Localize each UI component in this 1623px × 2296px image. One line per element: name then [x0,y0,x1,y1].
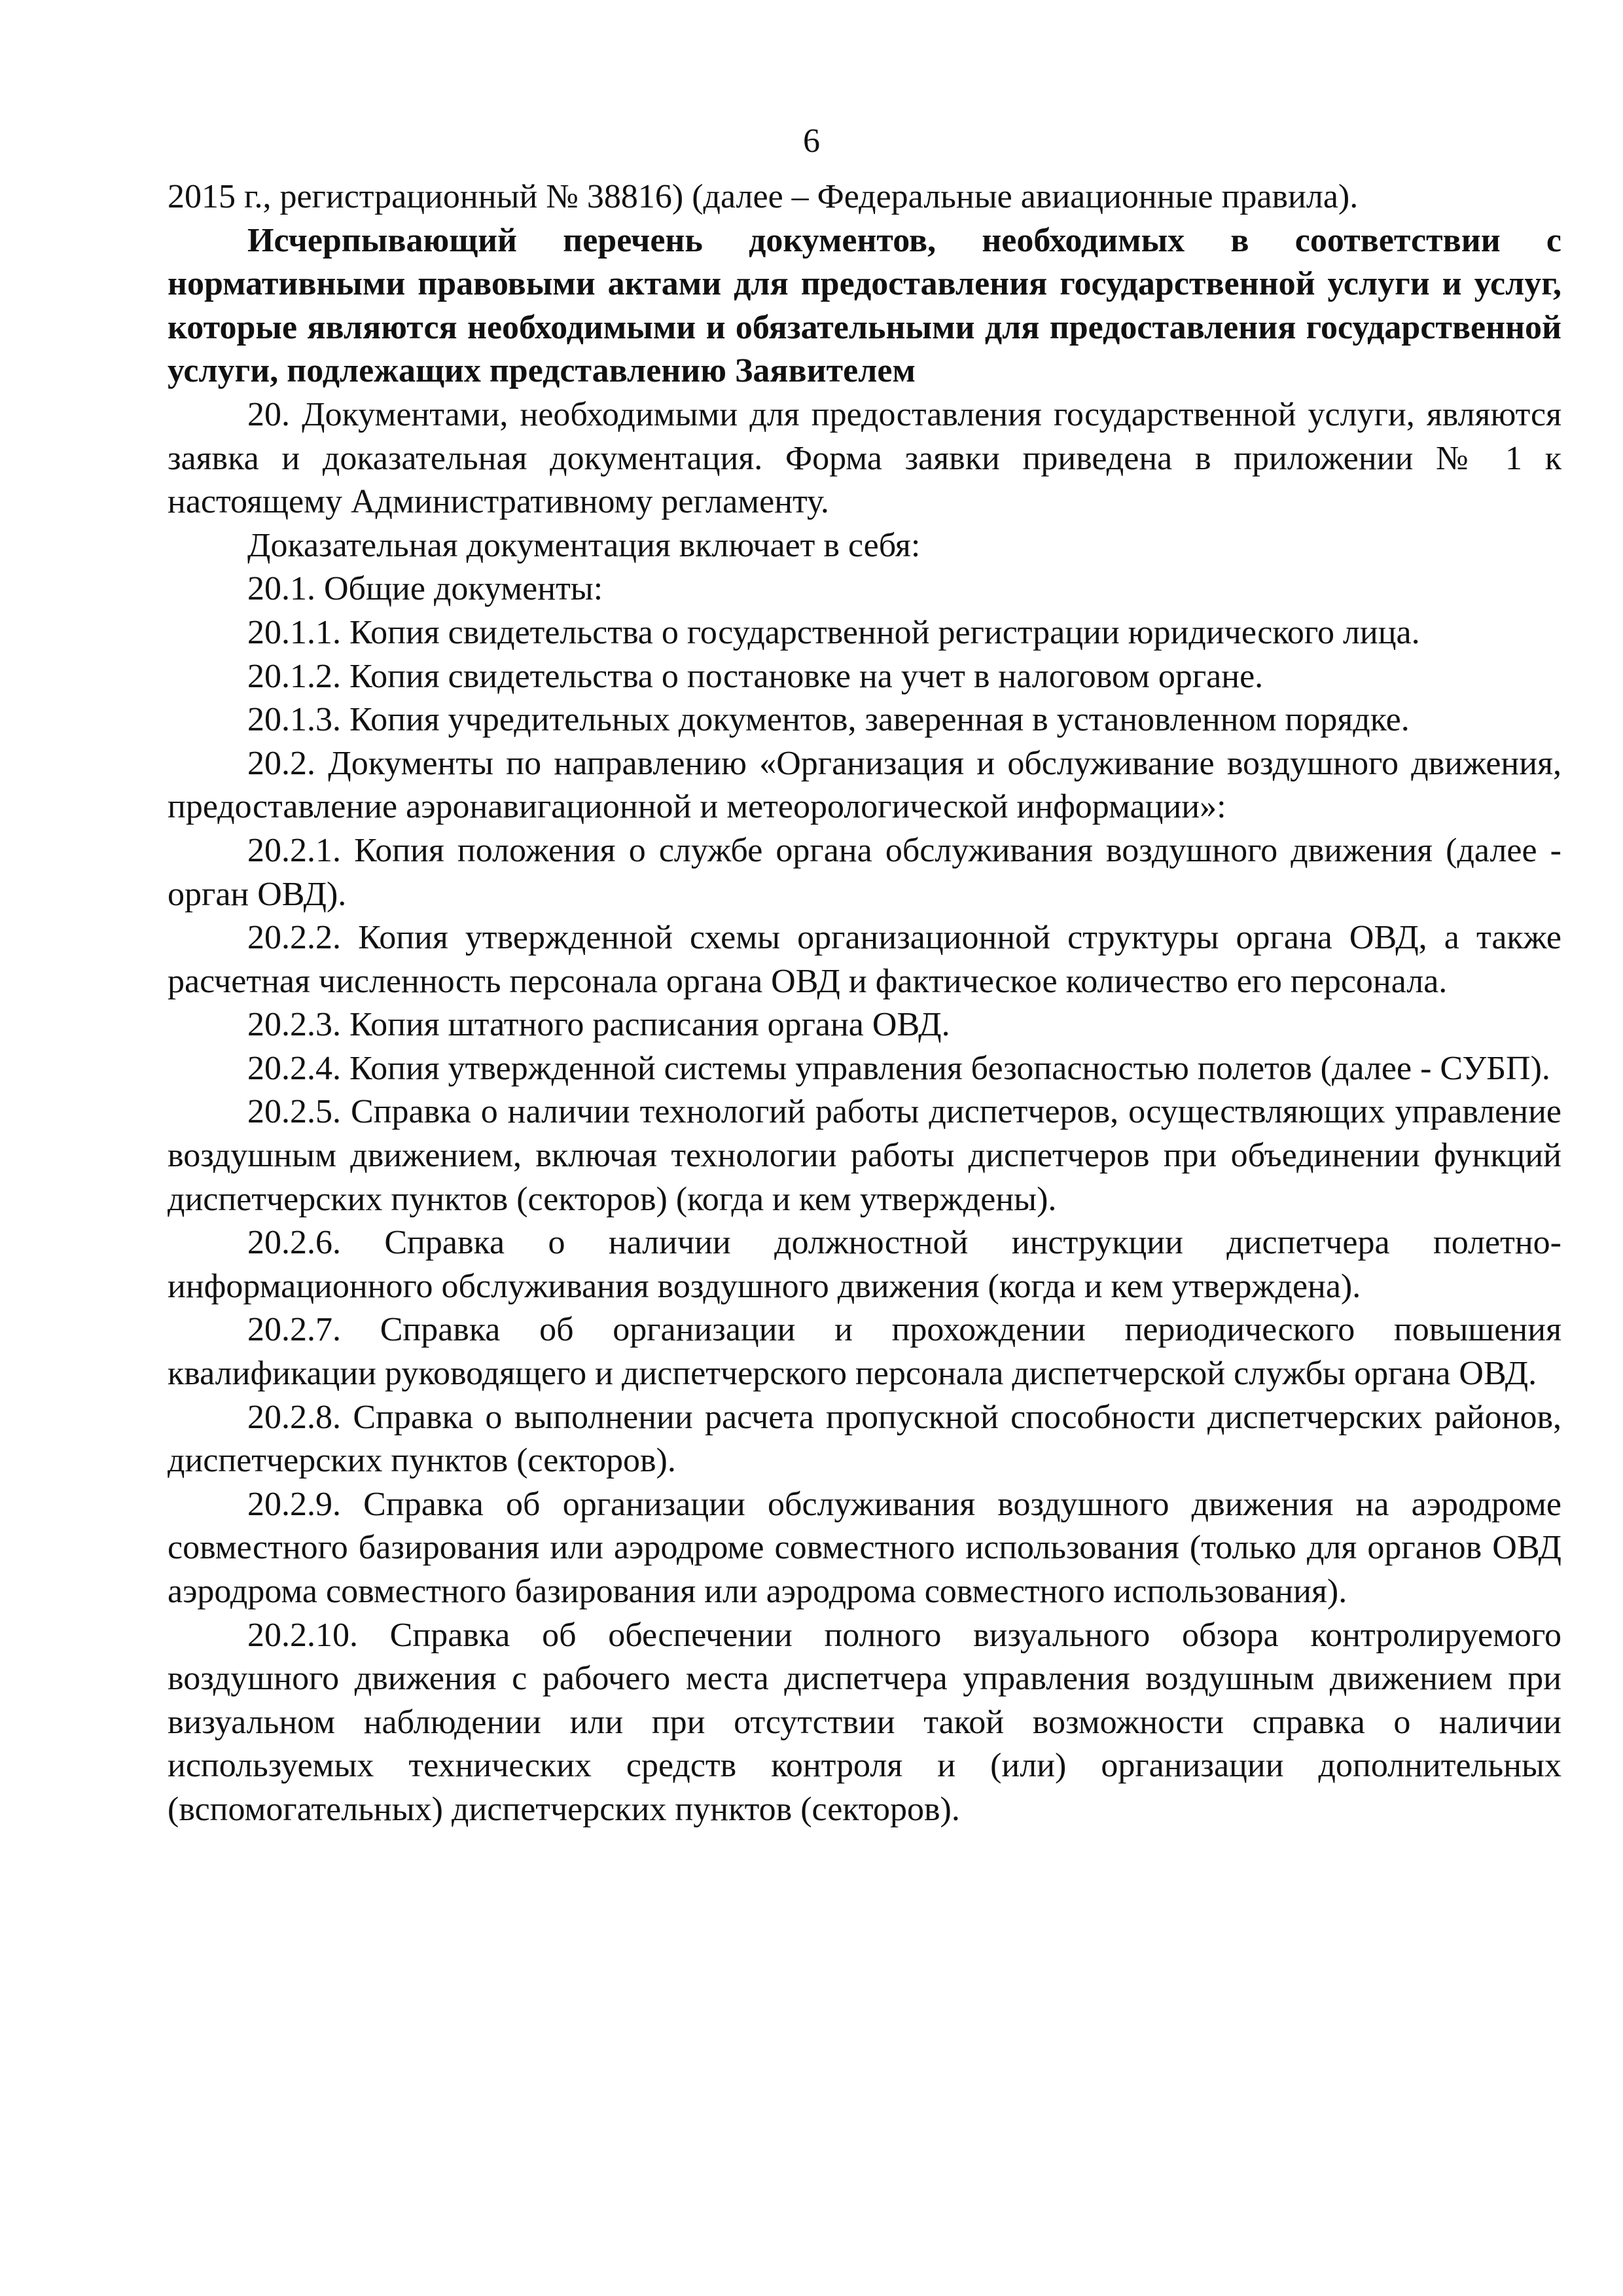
paragraph-20: 20. Документами, необходимыми для предоставления государственной услуги, являются заявка и доказательная документация. Форма заявки приведена в приложении № 1 к настоящему Административному регламенту. [168,395,1561,521]
paragraph-20-2: 20.2. Документы по направлению «Организация и обслуживание воздушного движения, предоставление аэронавигационной и метеорологической информации»: [168,744,1561,826]
paragraph-20-2-7: 20.2.7. Справка об организации и прохождении периодического повышения квалификации руководящего и диспетчерского персонала диспетчерской службы органа ОВД. [168,1311,1561,1393]
paragraph-20-1-3: 20.1.3. Копия учредительных документов, заверенная в установленном порядке. [247,701,1410,739]
paragraph-20-2-1: 20.2.1. Копия положения о службе органа обслуживания воздушного движения (далее - орган ОВД). [168,831,1561,913]
paragraph-20-2-5: 20.2.5. Справка о наличии технологий работы диспетчеров, осуществляющих управление воздушным движением, включая технологии работы диспетчеров при объединении функций диспетчерских пунктов (секторов) (когда и кем утверждены). [168,1093,1561,1218]
paragraph-20-2-2: 20.2.2. Копия утвержденной схемы организационной структуры органа ОВД, а также расчетная численность персонала органа ОВД и фактическое количество его персонала. [168,919,1561,1000]
paragraph-20-1: 20.1. Общие документы: [247,570,603,608]
paragraph-20-2-9: 20.2.9. Справка об организации обслуживания воздушного движения на аэродроме совместного базирования или аэродроме совместного использования (только для органов ОВД аэродрома совместного базирования или аэродрома совместного использования). [168,1485,1561,1610]
paragraph-20-2-10: 20.2.10. Справка об обеспечении полного визуального обзора контролируемого воздушного движения с рабочего места диспетчера управления воздушным движением при визуальном наблюдении или при отсутствии такой возможности справка о наличии используемых технических средств контроля и (или) организации дополнительных (вспомогательных) диспетчерских пунктов (секторов). [168,1616,1561,1828]
paragraph-20-1-1: 20.1.1. Копия свидетельства о государственной регистрации юридического лица. [247,613,1420,651]
paragraph-continuation: 2015 г., регистрационный № 38816) (далее – Федеральные авиационные правила). [168,178,1359,215]
paragraph-20-2-6: 20.2.6. Справка о наличии должностной инструкции диспетчера полетно-информационного обслуживания воздушного движения (когда и кем утверждена). [168,1224,1561,1305]
paragraph-20-2-3: 20.2.3. Копия штатного расписания органа ОВД. [247,1006,950,1044]
paragraph-20-1-2: 20.1.2. Копия свидетельства о постановке на учет в налоговом органе. [247,657,1264,695]
page-number: 6 [803,122,820,160]
section-heading: Исчерпывающий перечень документов, необходимых в соответствии с нормативными правовыми актами для предоставления государственной услуги и услуг, которые являются необходимыми и обязательными для предоставления государственной услуги, подлежащих представлению Заявителем [168,221,1561,390]
paragraph-evidence-intro: Доказательная документация включает в себя: [247,526,921,564]
paragraph-20-2-8: 20.2.8. Справка о выполнении расчета пропускной способности диспетчерских районов, диспетчерских пунктов (секторов). [168,1398,1561,1480]
paragraph-20-2-4: 20.2.4. Копия утвержденной системы управления безопасностью полетов (далее - СУБП). [247,1049,1550,1087]
document-body [168,175,1561,1832]
